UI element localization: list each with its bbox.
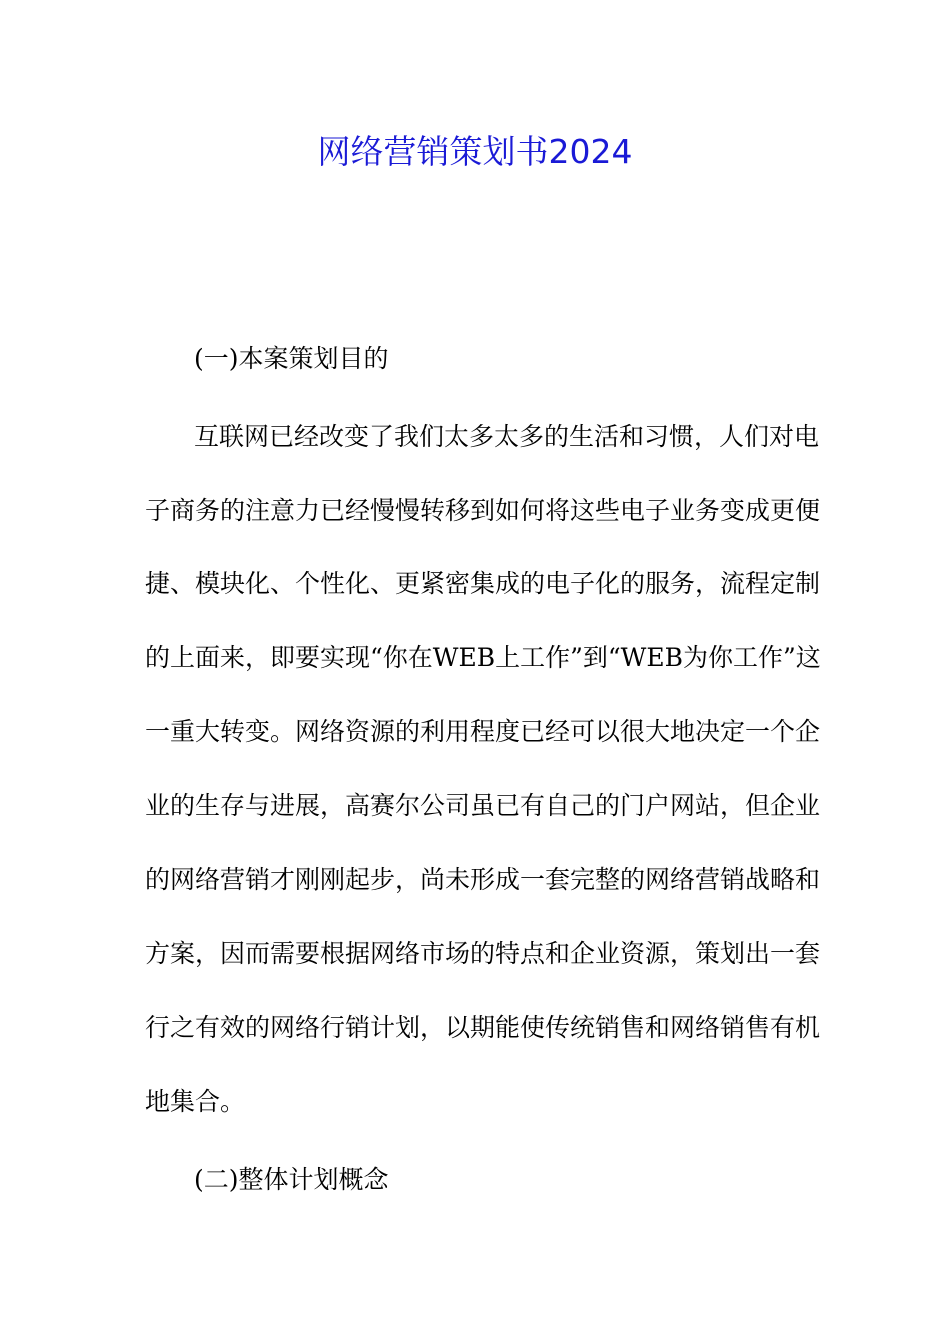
paragraph-line: 的网络营销才刚刚起步，尚未形成一套完整的网络营销战略和 xyxy=(145,865,821,894)
paragraph-line: 互联网已经改变了我们太多太多的生活和习惯，人们对电 xyxy=(194,422,820,451)
section-heading-1: (一)本案策划目的 xyxy=(194,344,389,373)
paragraph-line: 业的生存与进展，高赛尔公司虽已有自己的门户网站，但企业 xyxy=(145,791,821,820)
section-heading-2: (二)整体计划概念 xyxy=(194,1165,389,1194)
paragraph-line: 行之有效的网络行销计划，以期能使传统销售和网络销售有机 xyxy=(145,1013,821,1042)
document-title: 网络营销策划书2024 xyxy=(317,132,633,171)
paragraph-line: 的上面来，即要实现“你在WEB上工作”到“WEB为你工作”这 xyxy=(145,643,821,672)
paragraph-line: 子商务的注意力已经慢慢转移到如何将这些电子业务变成更便 xyxy=(145,496,821,525)
paragraph-line: 地集合。 xyxy=(145,1087,246,1116)
paragraph-line: 一重大转变。网络资源的利用程度已经可以很大地决定一个企 xyxy=(145,717,821,746)
paragraph-line: 方案，因而需要根据网络市场的特点和企业资源，策划出一套 xyxy=(145,939,821,968)
paragraph-line: 捷、模块化、个性化、更紧密集成的电子化的服务，流程定制 xyxy=(145,569,821,598)
